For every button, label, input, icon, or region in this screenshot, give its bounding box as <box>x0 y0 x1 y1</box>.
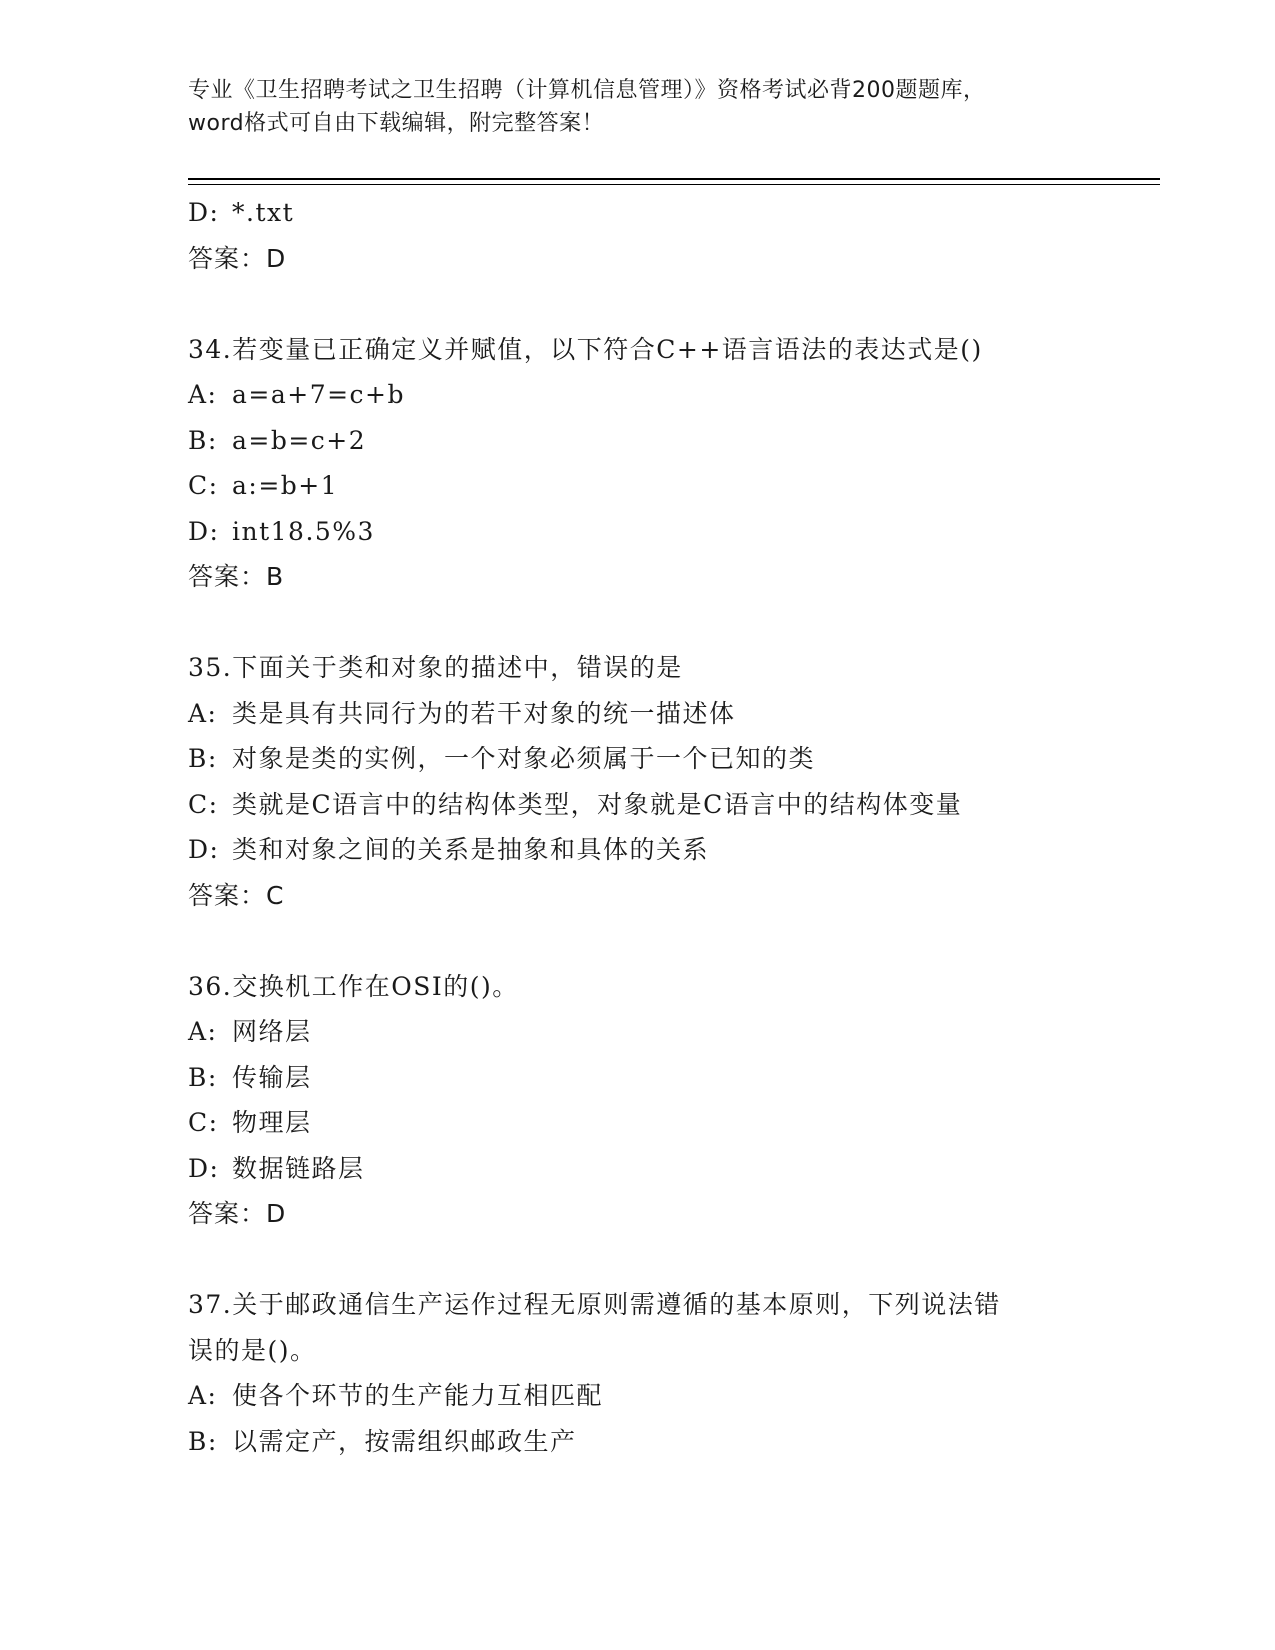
option-b: B: 以需定产，按需组织邮政生产 <box>188 1426 577 1456</box>
option-d: D: 数据链路层 <box>188 1153 365 1183</box>
question-title: 36.交换机工作在OSI的()。 <box>188 971 519 1001</box>
option-b: B: 对象是类的实例，一个对象必须属于一个已知的类 <box>188 744 816 773</box>
previous-question-tail <box>188 190 1168 281</box>
question-title-line-1: 37.关于邮政通信生产运作过程无原则需遵循的基本原则，下列说法错 <box>188 1290 1001 1319</box>
spacer <box>188 918 1168 964</box>
header-line-2: word格式可自由下载编辑，附完整答案！ <box>188 111 605 136</box>
header-line-1: 专业《卫生招聘考试之卫生招聘（计算机信息管理）》资格考试必背200题题库， <box>188 78 986 103</box>
spacer <box>188 281 1168 327</box>
answer: 答案：B <box>188 562 285 591</box>
header-rule-thick <box>188 178 1160 180</box>
answer: 答案：D <box>188 243 287 273</box>
question-title: 34.若变量已正确定义并赋值，以下符合C++语言语法的表达式是() <box>188 334 983 364</box>
question-35 <box>188 645 1168 918</box>
page-header <box>188 74 1088 140</box>
question-list <box>188 190 1168 1464</box>
option-a: A: 类是具有共同行为的若干对象的统一描述体 <box>188 698 736 728</box>
spacer <box>188 1237 1168 1283</box>
option-a: A: 使各个环节的生产能力互相匹配 <box>188 1381 604 1410</box>
option-c: C: a:=b+1 <box>188 471 339 500</box>
option-d: D: int18.5%3 <box>188 516 375 546</box>
option-b: B: 传输层 <box>188 1062 312 1092</box>
spacer <box>188 600 1168 646</box>
option-b: B: a=b=c+2 <box>188 425 367 455</box>
header-rule-thin <box>188 184 1160 185</box>
option-d: D: *.txt <box>188 198 295 227</box>
answer: 答案：D <box>188 1199 287 1228</box>
question-title: 35.下面关于类和对象的描述中，错误的是 <box>188 653 683 682</box>
question-36 <box>188 964 1168 1237</box>
question-37 <box>188 1282 1168 1464</box>
option-d: D: 类和对象之间的关系是抽象和具体的关系 <box>188 835 710 864</box>
option-c: C: 物理层 <box>188 1108 312 1137</box>
option-a: A: 网络层 <box>188 1017 312 1046</box>
option-c: C: 类就是C语言中的结构体类型，对象就是C语言中的结构体变量 <box>188 789 963 819</box>
answer: 答案：C <box>188 880 285 910</box>
question-34 <box>188 327 1168 600</box>
option-a: A: a=a+7=c+b <box>188 380 406 409</box>
question-title-line-2: 误的是()。 <box>188 1335 317 1365</box>
